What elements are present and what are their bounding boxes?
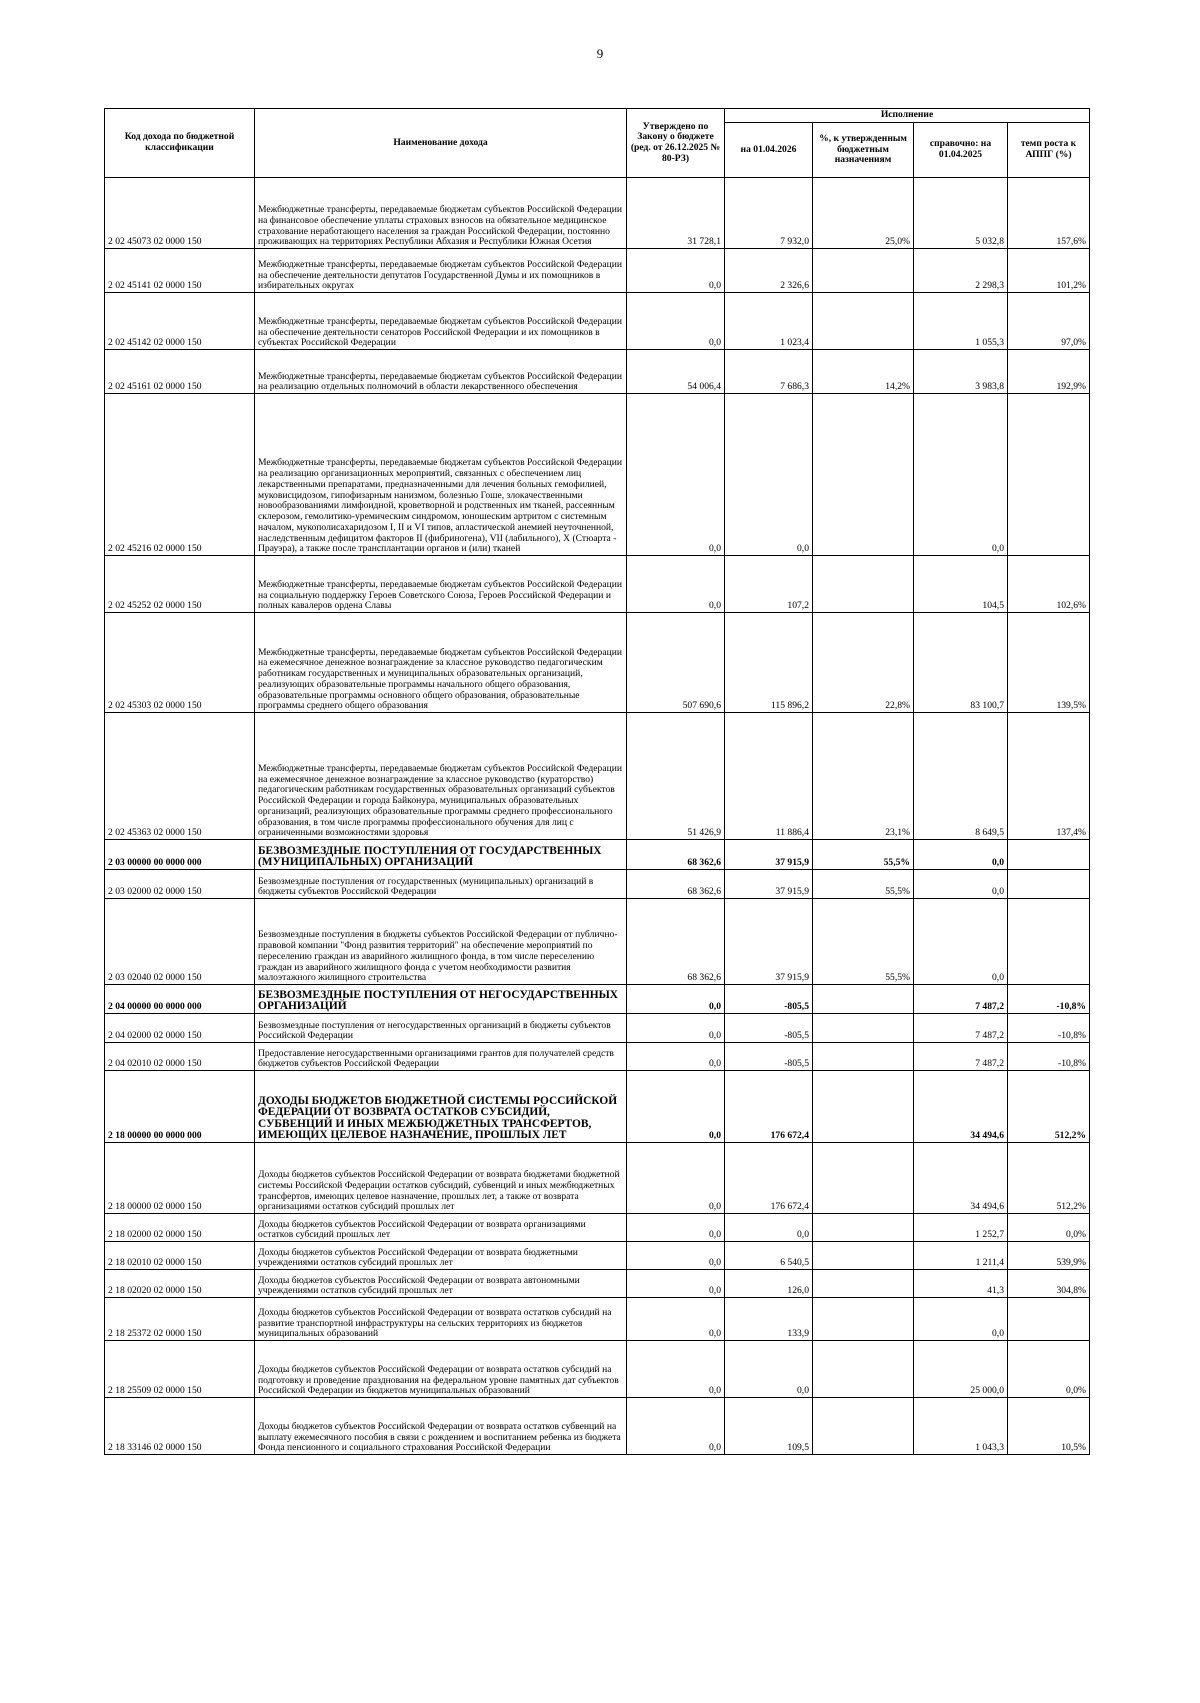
cell-name: Межбюджетные трансферты, передаваемые бюджетам субъектов Российской Федерации на социальную поддержку Героев Советского Союза, Героев Российской Федерации и полных кавалеров ордена Славы xyxy=(255,556,627,613)
cell-approved: 31 728,1 xyxy=(627,178,725,249)
cell-on-date: 2 326,6 xyxy=(725,249,813,293)
cell-reference: 8 649,5 xyxy=(914,713,1008,840)
cell-percent xyxy=(813,394,914,556)
cell-code: 2 18 02000 02 0000 150 xyxy=(105,1214,255,1242)
cell-percent xyxy=(813,1341,914,1398)
cell-approved: 0,0 xyxy=(627,556,725,613)
cell-code: 2 02 45303 02 0000 150 xyxy=(105,613,255,713)
cell-reference: 41,3 xyxy=(914,1270,1008,1298)
cell-name: Доходы бюджетов субъектов Российской Федерации от возврата остатков субвенций на выплату ежемесячного пособия в связи с рождением и воспитанием ребенка из бюджета Фонда пенсионного и социального страхования Российской Федерации xyxy=(255,1398,627,1455)
table-row xyxy=(105,1341,1090,1398)
cell-growth: 10,5% xyxy=(1008,1398,1090,1455)
cell-approved: 0,0 xyxy=(627,1143,725,1214)
cell-percent xyxy=(813,1298,914,1341)
table-row xyxy=(105,1270,1090,1298)
cell-name: Межбюджетные трансферты, передаваемые бюджетам субъектов Российской Федерации на реализацию организационных мероприятий, связанных с обеспечением лиц лекарственными препаратами, предназначенными для лечения больных гемофилией, муковисцидозом, гипофизарным нанизмом, болезнью Гоше, злокачественными новообразованиями лимфоидной, кроветворной и родственных им тканей, рассеянным склерозом, гемолитико-уремическим синдромом, юношеским артритом с системным началом, мукополисахаридозом I, II и VI типов, апластической анемией неуточненной, наследственным дефицитом факторов II (фибриногена), VII (лабильного), X (Стюарта - Прауэра), а также после трансплантации органов и (или) тканей xyxy=(255,394,627,556)
cell-code: 2 02 45252 02 0000 150 xyxy=(105,556,255,613)
section-row xyxy=(105,1071,1090,1143)
cell-approved: 0,0 xyxy=(627,1242,725,1270)
cell-approved: 0,0 xyxy=(627,293,725,350)
cell-percent xyxy=(813,556,914,613)
cell-code: 2 18 25509 02 0000 150 xyxy=(105,1341,255,1398)
cell-on-date: -805,5 xyxy=(725,985,813,1014)
table-row xyxy=(105,556,1090,613)
cell-growth: 101,2% xyxy=(1008,249,1090,293)
cell-approved: 507 690,6 xyxy=(627,613,725,713)
cell-percent: 22,8% xyxy=(813,613,914,713)
cell-approved: 68 362,6 xyxy=(627,899,725,985)
cell-percent xyxy=(813,1014,914,1043)
cell-growth: 512,2% xyxy=(1008,1071,1090,1143)
cell-on-date: 126,0 xyxy=(725,1270,813,1298)
cell-on-date: 0,0 xyxy=(725,394,813,556)
cell-percent xyxy=(813,249,914,293)
cell-code: 2 18 25372 02 0000 150 xyxy=(105,1298,255,1341)
cell-code: 2 18 02010 02 0000 150 xyxy=(105,1242,255,1270)
cell-on-date: 1 023,4 xyxy=(725,293,813,350)
cell-on-date: 6 540,5 xyxy=(725,1242,813,1270)
cell-name: Межбюджетные трансферты, передаваемые бюджетам субъектов Российской Федерации на обеспечение деятельности депутатов Государственной Думы и их помощников в избирательных округах xyxy=(255,249,627,293)
header-reference: справочно: на 01.04.2025 xyxy=(914,123,1008,178)
cell-percent xyxy=(813,1143,914,1214)
cell-name: Межбюджетные трансферты, передаваемые бюджетам субъектов Российской Федерации на финансовое обеспечение уплаты страховых взносов на обязательное медицинское страхование неработающего населения за граждан Российской Федерации, постоянно проживающих на территориях Республики Абхазия и Республики Южная Осетия xyxy=(255,178,627,249)
cell-percent xyxy=(813,1214,914,1242)
cell-percent xyxy=(813,293,914,350)
table-row xyxy=(105,870,1090,899)
cell-reference: 104,5 xyxy=(914,556,1008,613)
cell-name: БЕЗВОЗМЕЗДНЫЕ ПОСТУПЛЕНИЯ ОТ НЕГОСУДАРСТВЕННЫХ ОРГАНИЗАЦИЙ xyxy=(255,985,627,1014)
cell-growth: 157,6% xyxy=(1008,178,1090,249)
cell-percent xyxy=(813,1242,914,1270)
cell-name: Межбюджетные трансферты, передаваемые бюджетам субъектов Российской Федерации на обеспечение деятельности сенаторов Российской Федерации и их помощников в субъектах Российской Федерации xyxy=(255,293,627,350)
table-row xyxy=(105,249,1090,293)
cell-percent xyxy=(813,1398,914,1455)
cell-on-date: 37 915,9 xyxy=(725,899,813,985)
cell-name: Безвозмездные поступления от негосударственных организаций в бюджеты субъектов Российской Федерации xyxy=(255,1014,627,1043)
cell-name: Доходы бюджетов субъектов Российской Федерации от возврата бюджетами бюджетной системы Российской Федерации остатков субсидий, субвенций и иных межбюджетных трансфертов, имеющих целевое назначение, прошлых лет, а также от возврата организациями остатков субсидий прошлых лет xyxy=(255,1143,627,1214)
cell-reference: 1 252,7 xyxy=(914,1214,1008,1242)
cell-name: ДОХОДЫ БЮДЖЕТОВ БЮДЖЕТНОЙ СИСТЕМЫ РОССИЙСКОЙ ФЕДЕРАЦИИ ОТ ВОЗВРАТА ОСТАТКОВ СУБСИДИЙ, СУБВЕНЦИЙ И ИНЫХ МЕЖБЮДЖЕТНЫХ ТРАНСФЕРТОВ, ИМЕЮЩИХ ЦЕЛЕВОЕ НАЗНАЧЕНИЕ, ПРОШЛЫХ ЛЕТ xyxy=(255,1071,627,1143)
table-row xyxy=(105,1014,1090,1043)
cell-growth: 102,6% xyxy=(1008,556,1090,613)
cell-name: Межбюджетные трансферты, передаваемые бюджетам субъектов Российской Федерации на реализацию отдельных полномочий в области лекарственного обеспечения xyxy=(255,350,627,394)
cell-on-date: 115 896,2 xyxy=(725,613,813,713)
cell-name: Доходы бюджетов субъектов Российской Федерации от возврата бюджетными учреждениями остатков субсидий прошлых лет xyxy=(255,1242,627,1270)
cell-on-date: 0,0 xyxy=(725,1341,813,1398)
cell-reference: 34 494,6 xyxy=(914,1143,1008,1214)
cell-on-date: 7 686,3 xyxy=(725,350,813,394)
cell-on-date: 11 886,4 xyxy=(725,713,813,840)
cell-approved: 0,0 xyxy=(627,1014,725,1043)
cell-approved: 68 362,6 xyxy=(627,840,725,870)
cell-code: 2 03 00000 00 0000 000 xyxy=(105,840,255,870)
cell-reference: 0,0 xyxy=(914,899,1008,985)
cell-name: Безвозмездные поступления от государственных (муниципальных) организаций в бюджеты субъектов Российской Федерации xyxy=(255,870,627,899)
cell-approved: 0,0 xyxy=(627,249,725,293)
cell-approved: 0,0 xyxy=(627,1270,725,1298)
cell-reference: 83 100,7 xyxy=(914,613,1008,713)
cell-growth: 0,0% xyxy=(1008,1214,1090,1242)
cell-percent: 23,1% xyxy=(813,713,914,840)
cell-on-date: 176 672,4 xyxy=(725,1071,813,1143)
cell-approved: 0,0 xyxy=(627,394,725,556)
cell-approved: 68 362,6 xyxy=(627,870,725,899)
cell-growth: 192,9% xyxy=(1008,350,1090,394)
header-percent: %, к утвержденным бюджетным назначениям xyxy=(813,123,914,178)
cell-on-date: 107,2 xyxy=(725,556,813,613)
cell-code: 2 03 02000 02 0000 150 xyxy=(105,870,255,899)
cell-reference: 3 983,8 xyxy=(914,350,1008,394)
table-row xyxy=(105,1214,1090,1242)
cell-name: Межбюджетные трансферты, передаваемые бюджетам субъектов Российской Федерации на ежемесячное денежное вознаграждение за классное руководство (кураторство) педагогическим работникам государственных образовательных организаций субъектов Российской Федерации и города Байконура, муниципальных образовательных организаций, реализующих образовательные программы среднего профессионального образования, в том числе программы профессионального обучения для лиц с ограниченными возможностями здоровья xyxy=(255,713,627,840)
cell-reference: 25 000,0 xyxy=(914,1341,1008,1398)
cell-code: 2 02 45216 02 0000 150 xyxy=(105,394,255,556)
header-growth: темп роста к АППГ (%) xyxy=(1008,123,1090,178)
cell-approved: 0,0 xyxy=(627,1071,725,1143)
cell-growth xyxy=(1008,899,1090,985)
table-row xyxy=(105,613,1090,713)
cell-on-date: 109,5 xyxy=(725,1398,813,1455)
cell-on-date: 37 915,9 xyxy=(725,870,813,899)
header-name: Наименование дохода xyxy=(255,109,627,178)
cell-percent: 55,5% xyxy=(813,840,914,870)
cell-growth xyxy=(1008,840,1090,870)
cell-growth: -10,8% xyxy=(1008,1014,1090,1043)
cell-growth: 97,0% xyxy=(1008,293,1090,350)
cell-growth: 0,0% xyxy=(1008,1341,1090,1398)
header-code: Код дохода по бюджетной классификации xyxy=(105,109,255,178)
cell-on-date: 133,9 xyxy=(725,1298,813,1341)
cell-name: БЕЗВОЗМЕЗДНЫЕ ПОСТУПЛЕНИЯ ОТ ГОСУДАРСТВЕННЫХ (МУНИЦИПАЛЬНЫХ) ОРГАНИЗАЦИЙ xyxy=(255,840,627,870)
cell-reference: 34 494,6 xyxy=(914,1071,1008,1143)
cell-code: 2 02 45363 02 0000 150 xyxy=(105,713,255,840)
cell-on-date: 0,0 xyxy=(725,1214,813,1242)
cell-code: 2 02 45161 02 0000 150 xyxy=(105,350,255,394)
table-row xyxy=(105,1242,1090,1270)
cell-percent xyxy=(813,1270,914,1298)
cell-reference: 1 055,3 xyxy=(914,293,1008,350)
cell-code: 2 18 33146 02 0000 150 xyxy=(105,1398,255,1455)
cell-reference: 2 298,3 xyxy=(914,249,1008,293)
cell-percent xyxy=(813,1043,914,1071)
cell-approved: 0,0 xyxy=(627,1043,725,1071)
cell-growth: -10,8% xyxy=(1008,1043,1090,1071)
revenue-table xyxy=(104,108,1090,1455)
cell-reference: 7 487,2 xyxy=(914,1014,1008,1043)
cell-name: Доходы бюджетов субъектов Российской Федерации от возврата организациями остатков субсидий прошлых лет xyxy=(255,1214,627,1242)
cell-percent xyxy=(813,1071,914,1143)
cell-growth: -10,8% xyxy=(1008,985,1090,1014)
cell-name: Безвозмездные поступления в бюджеты субъектов Российской Федерации от публично-правовой компании "Фонд развития территорий" на обеспечение мероприятий по переселению граждан из аварийного жилищного фонда, в том числе переселению граждан из аварийного жилищного фонда с учетом необходимости развития малоэтажного жилищного строительства xyxy=(255,899,627,985)
table-body xyxy=(105,178,1090,1455)
cell-percent xyxy=(813,985,914,1014)
cell-on-date: 176 672,4 xyxy=(725,1143,813,1214)
cell-reference: 0,0 xyxy=(914,870,1008,899)
cell-on-date: -805,5 xyxy=(725,1014,813,1043)
table-row xyxy=(105,713,1090,840)
cell-name: Доходы бюджетов субъектов Российской Федерации от возврата остатков субсидий на развитие транспортной инфраструктуры на сельских территориях из бюджетов муниципальных образований xyxy=(255,1298,627,1341)
table-row xyxy=(105,394,1090,556)
cell-code: 2 03 02040 02 0000 150 xyxy=(105,899,255,985)
cell-growth: 539,9% xyxy=(1008,1242,1090,1270)
cell-reference: 1 043,3 xyxy=(914,1398,1008,1455)
cell-code: 2 04 00000 00 0000 000 xyxy=(105,985,255,1014)
cell-approved: 0,0 xyxy=(627,1298,725,1341)
page-number: 9 xyxy=(596,46,604,61)
cell-reference: 5 032,8 xyxy=(914,178,1008,249)
cell-growth: 137,4% xyxy=(1008,713,1090,840)
header-on-date: на 01.04.2026 xyxy=(725,123,813,178)
cell-name: Доходы бюджетов субъектов Российской Федерации от возврата остатков субсидий на подготовку и проведение празднования на федеральном уровне памятных дат субъектов Российской Федерации из бюджетов муниципальных образований xyxy=(255,1341,627,1398)
table-row xyxy=(105,178,1090,249)
cell-approved: 0,0 xyxy=(627,1341,725,1398)
cell-growth: 139,5% xyxy=(1008,613,1090,713)
cell-approved: 51 426,9 xyxy=(627,713,725,840)
table-row xyxy=(105,899,1090,985)
cell-reference: 7 487,2 xyxy=(914,1043,1008,1071)
cell-code: 2 04 02000 02 0000 150 xyxy=(105,1014,255,1043)
cell-name: Доходы бюджетов субъектов Российской Федерации от возврата автономными учреждениями остатков субсидий прошлых лет xyxy=(255,1270,627,1298)
section-row xyxy=(105,840,1090,870)
cell-code: 2 18 00000 00 0000 000 xyxy=(105,1071,255,1143)
cell-reference: 0,0 xyxy=(914,1298,1008,1341)
table-row xyxy=(105,350,1090,394)
cell-reference: 0,0 xyxy=(914,840,1008,870)
table-row xyxy=(105,1043,1090,1071)
cell-on-date: 37 915,9 xyxy=(725,840,813,870)
cell-name: Межбюджетные трансферты, передаваемые бюджетам субъектов Российской Федерации на ежемесячное денежное вознаграждение за классное руководство педагогическим работникам государственных и муниципальных образовательных организаций, реализующих образовательные программы начального общего образования, образовательные программы основного общего образования, образовательные программы среднего общего образования xyxy=(255,613,627,713)
cell-percent: 25,0% xyxy=(813,178,914,249)
cell-approved: 0,0 xyxy=(627,985,725,1014)
cell-approved: 54 006,4 xyxy=(627,350,725,394)
table-row xyxy=(105,293,1090,350)
cell-code: 2 02 45073 02 0000 150 xyxy=(105,178,255,249)
table-row xyxy=(105,1398,1090,1455)
cell-on-date: 7 932,0 xyxy=(725,178,813,249)
cell-code: 2 02 45142 02 0000 150 xyxy=(105,293,255,350)
section-row xyxy=(105,985,1090,1014)
cell-code: 2 02 45141 02 0000 150 xyxy=(105,249,255,293)
cell-reference: 1 211,4 xyxy=(914,1242,1008,1270)
cell-reference: 7 487,2 xyxy=(914,985,1008,1014)
table-row xyxy=(105,1143,1090,1214)
cell-name: Предоставление негосударственными организациями грантов для получателей средств бюджетов субъектов Российской Федерации xyxy=(255,1043,627,1071)
cell-growth xyxy=(1008,870,1090,899)
cell-code: 2 18 00000 02 0000 150 xyxy=(105,1143,255,1214)
cell-on-date: -805,5 xyxy=(725,1043,813,1071)
cell-code: 2 18 02020 02 0000 150 xyxy=(105,1270,255,1298)
cell-reference: 0,0 xyxy=(914,394,1008,556)
cell-percent: 55,5% xyxy=(813,899,914,985)
cell-approved: 0,0 xyxy=(627,1214,725,1242)
cell-growth: 304,8% xyxy=(1008,1270,1090,1298)
header-execution: Исполнение xyxy=(725,109,1090,123)
cell-growth: 512,2% xyxy=(1008,1143,1090,1214)
cell-growth xyxy=(1008,394,1090,556)
table-row xyxy=(105,1298,1090,1341)
header-approved: Утверждено по Закону о бюджете (ред. от 26.12.2025 № 80-РЗ) xyxy=(627,109,725,178)
cell-growth xyxy=(1008,1298,1090,1341)
cell-percent: 14,2% xyxy=(813,350,914,394)
cell-approved: 0,0 xyxy=(627,1398,725,1455)
cell-code: 2 04 02010 02 0000 150 xyxy=(105,1043,255,1071)
cell-percent: 55,5% xyxy=(813,870,914,899)
